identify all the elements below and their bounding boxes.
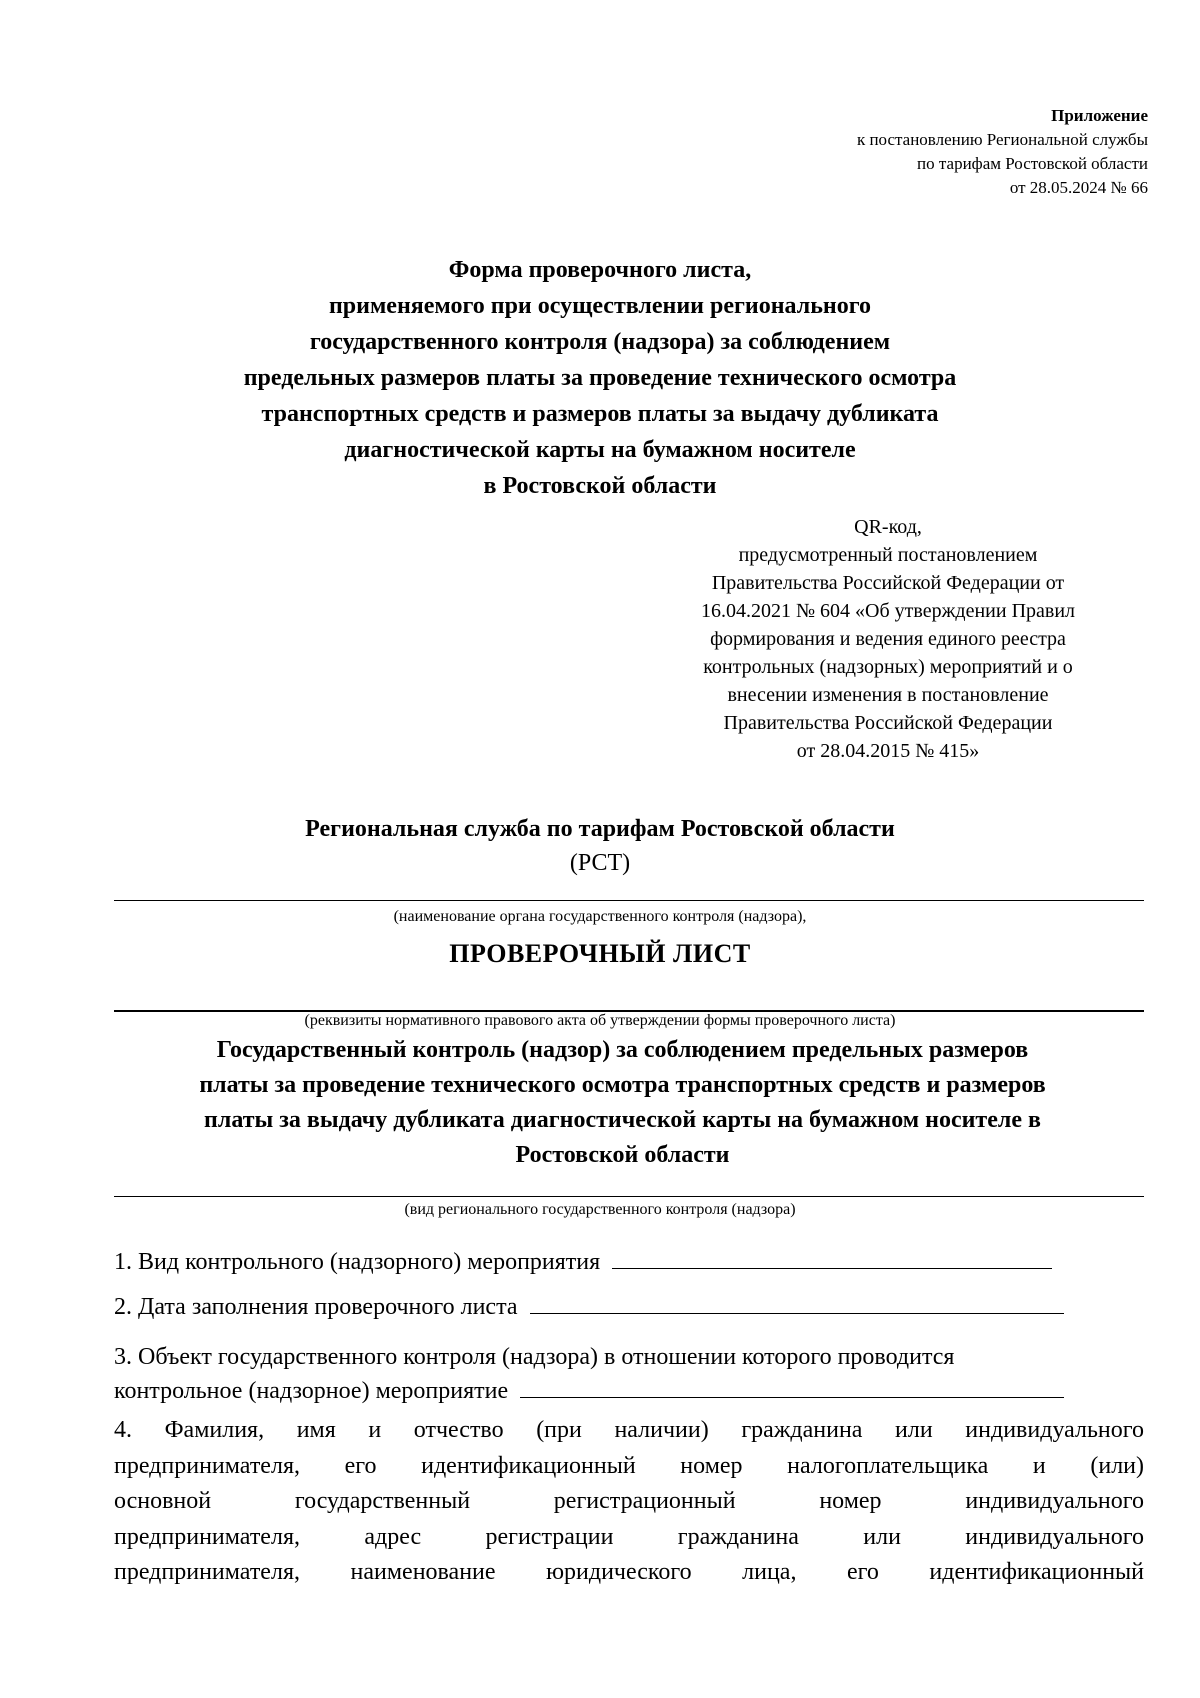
control-type-caption: (вид регионального государственного контроля (надзора)	[404, 1201, 796, 1218]
appendix-title: Приложение	[1051, 106, 1148, 125]
checklist-caption: (реквизиты нормативного правового акта об утверждении формы проверочного листа)	[304, 1012, 896, 1029]
field-control-object	[114, 1340, 1144, 1408]
control-type-title	[110, 1033, 1135, 1173]
form-title	[0, 252, 1200, 504]
field-input-line[interactable]	[530, 1312, 1064, 1314]
form-title-line: в Ростовской области	[483, 473, 717, 499]
appendix-line: к постановлению Региональной службы	[856, 130, 1148, 149]
field-input-line[interactable]	[612, 1267, 1052, 1269]
qr-note-line: контрольных (надзорных) мероприятий и о	[703, 656, 1073, 678]
control-type-line: Государственный контроль (надзор) за соблюдением предельных размеров	[216, 1037, 1029, 1063]
appendix-block	[857, 104, 1148, 200]
form-title-line: применяемого при осуществлении регионального	[328, 293, 872, 319]
qr-code-note	[658, 513, 1118, 765]
qr-note-line: Правительства Российской Федерации от	[711, 572, 1065, 594]
qr-note-line: от 28.04.2015 № 415»	[796, 740, 980, 762]
agency-abbr: (РСТ)	[569, 850, 631, 876]
form-title-line: транспортных средств и размеров платы за выдачу дубликата	[261, 401, 939, 427]
field-control-event-type	[114, 1245, 1144, 1279]
form-title-line: Форма проверочного листа,	[448, 257, 752, 283]
agency-caption: (наименование органа государственного контроля (надзора),	[393, 908, 807, 925]
checklist-title: ПРОВЕРОЧНЫЙ ЛИСТ	[449, 939, 751, 968]
control-type-line: платы за проведение технического осмотра транспортных средств и размеров	[199, 1072, 1046, 1098]
form-title-line: предельных размеров платы за проведение технического осмотра	[243, 365, 957, 391]
paragraph-line: предпринимателя, его идентификационный номер налогоплательщика и (или)	[114, 1452, 1144, 1479]
paragraph-line: основной государственный регистрационный номер индивидуального	[114, 1488, 1144, 1514]
qr-note-line: внесении изменения в постановление	[727, 684, 1049, 706]
field-label: 3. Объект государственного контроля (надзора) в отношении которого проводится	[114, 1344, 955, 1370]
control-type-line: Ростовской области	[515, 1142, 730, 1168]
field-label: 1. Вид контрольного (надзорного) мероприятия	[114, 1249, 601, 1275]
form-title-line: государственного контроля (надзора) за соблюдением	[309, 329, 891, 355]
control-type-underline	[114, 1196, 1144, 1197]
paragraph-line: предпринимателя, адрес регистрации гражданина или индивидуального	[114, 1523, 1144, 1550]
agency-block	[0, 812, 1200, 880]
field-label: 2. Дата заполнения проверочного листа	[114, 1294, 518, 1320]
qr-note-line: 16.04.2021 № 604 «Об утверждении Правил	[700, 600, 1076, 622]
appendix-line: по тарифам Ростовской области	[917, 154, 1148, 173]
paragraph-line: предпринимателя, наименование юридического лица, его идентификационный	[114, 1559, 1144, 1585]
agency-underline	[114, 900, 1144, 901]
paragraph-line: 4. Фамилия, имя и отчество (при наличии) гражданина или индивидуального	[114, 1417, 1144, 1443]
field-person-details	[114, 1413, 1144, 1591]
field-input-line[interactable]	[520, 1396, 1064, 1398]
appendix-line: от 28.05.2024 № 66	[1009, 178, 1148, 197]
control-type-line: платы за выдачу дубликата диагностической карты на бумажном носителе в	[204, 1107, 1041, 1133]
agency-name: Региональная служба по тарифам Ростовской области	[305, 816, 895, 842]
field-fill-date	[114, 1290, 1144, 1324]
qr-note-line: формирования и ведения единого реестра	[710, 628, 1066, 650]
qr-note-line: предусмотренный постановлением	[738, 544, 1038, 566]
qr-note-line: QR-код,	[854, 516, 922, 538]
field-label: контрольное (надзорное) мероприятие	[114, 1378, 509, 1404]
form-title-line: диагностической карты на бумажном носителе	[344, 437, 856, 463]
qr-note-line: Правительства Российской Федерации	[723, 712, 1053, 734]
